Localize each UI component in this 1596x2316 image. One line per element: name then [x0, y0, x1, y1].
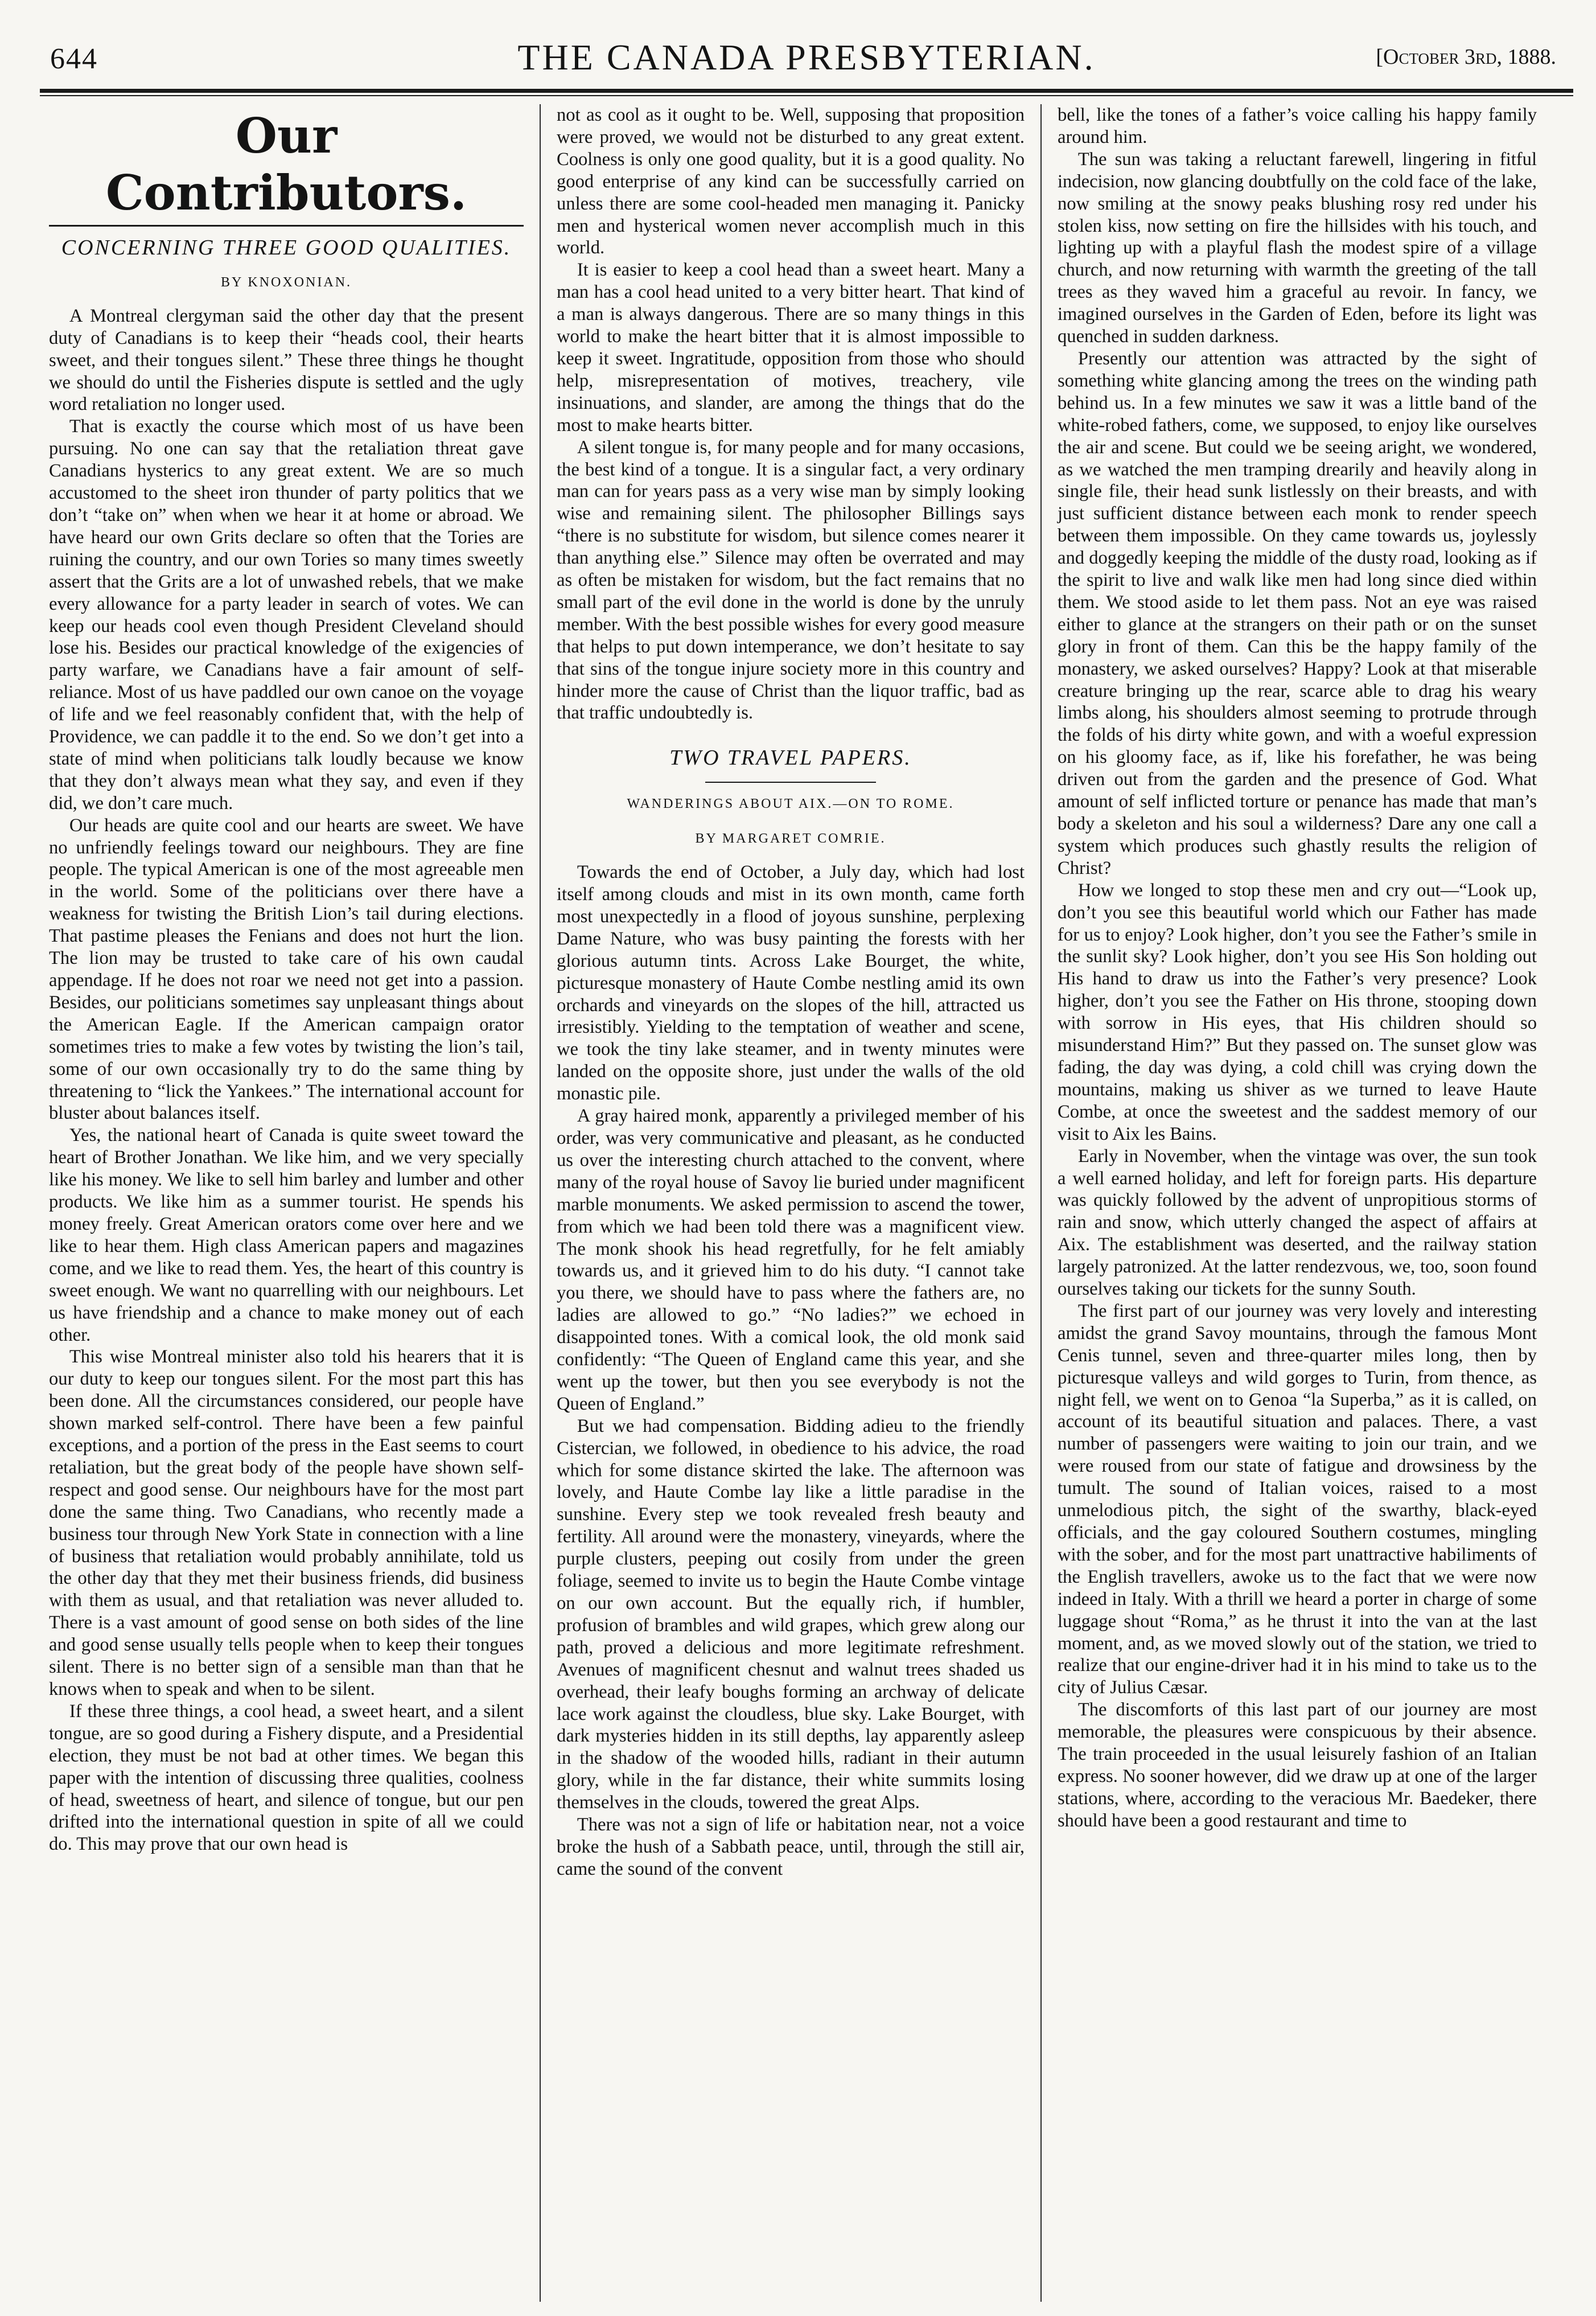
- article-byline-knoxonian: BY KNOXONIAN.: [220, 274, 352, 290]
- section-heading: Our Contributors.: [105, 108, 467, 221]
- masthead-rule-thin: [40, 95, 1573, 96]
- article-paragraph: The sun was taking a reluctant farewell, lingering in fitful indecision, now glancing doubtfully on the cold face of the lake, now smiling at the snowy peaks blushing rosy red under his stolen kiss, now setting on fire the hillsides with his touch, and lighting up with a playful flash the modest spire of a village church, and now returning with warmth the greeting of the tall trees as they waved him a graceful au revoir. In fancy, we imagined ourselves in the Garden of Eden, before its light was quenched in sudden darkness.: [1058, 149, 1537, 347]
- article-paragraph: It is easier to keep a cool head than a sweet heart. Many a man has a cool head united to a very bitter heart. That kind of a man is always dangerous. There are so many things in this world to make the heart bitter that it is almost impossible to keep it sweet. Ingratitude, opposition from those who should help, misrepresentation of motives, treachery, vile insinuations, and slander, are among the things that do the most to make hearts bitter.: [557, 260, 1025, 436]
- article-paragraph: A Montreal clergyman said the other day that the present duty of Canadians is to keep their “heads cool, their hearts sweet, and their tongues silent.” These three things he thought we should do until the Fisheries dispute is settled and the ugly word retaliation no longer used.: [49, 305, 524, 415]
- article-paragraph: Our heads are quite cool and our hearts are sweet. We have no unfriendly feelings toward our neighbours. They are fine people. The typical American is one of the most agreeable men in the world. Some of the politicians over there have a weakness for twisting the British Lion’s tail during elections. That pastime pleases the Fenians and does not hurt the lion. The lion may be trusted to take care of his own caudal appendage. If he does not roar we need not get into a passion. Besides, our politicians sometimes say unpleasant things about the American Eagle. If the American campaign orator sometimes tries to make a few votes by twisting the lion’s tail, some of our own occasionally try to do the same thing by threatening to “lick the Yankees.” The international account for bluster about balances itself.: [49, 815, 524, 1124]
- article-paragraph: This wise Montreal minister also told his hearers that it is our duty to keep our tongues silent. For the most part this has been done. All the circumstances considered, our people have shown marked self-control. There have been a few painful exceptions, and a portion of the press in the East seems to court retaliation, but the great body of the people have shown self-respect and good sense. Our neighbours have for the most part done the same thing. Two Canadians, who recently made a business tour through New York State in connection with a line of business that retaliation would probably annihilate, told us the other day that they met their business friends, did business with them as usual, and that retaliation was never alluded to. There is a vast amount of good sense on both sides of the line and good sense usually tells people when to keep their tongues silent. There is no better sign of a sensible man than that he knows when to speak and when to be silent.: [49, 1346, 524, 1699]
- article-paragraph: The first part of our journey was very lovely and interesting amidst the grand Savoy mountains, through the famous Mont Cenis tunnel, seven and three-quarter miles long, then by picturesque valleys and wild gorges to Turin, from thence, as night fell, we went on to Genoa “la Superba,” as it is called, on account of its beautiful situation and palaces. There, a vast number of passengers were waiting to join our train, and we were roused from our state of fatigue and drowsiness by the tumult. The sound of Italian voices, raised to a most unmelodious pitch, the sight of the swarthy, black-eyed officials, and the gay coloured Southern costumes, mingling with the sober, and for the most part unattractive habiliments of the English travellers, awoke us to the fact that we were now indeed in Italy. With a thrill we heard a porter in charge of some luggage shout “Roma,” as he thrust it into the van at the last moment, and, as we moved slowly out of the station, we tried to realize that our engine-driver had it in his mind to take us to the city of Julius Cæsar.: [1058, 1300, 1537, 1698]
- article-paragraph: A silent tongue is, for many people and for many occasions, the best kind of a tongue. It is a singular fact, a very ordinary man can for years pass as a very wise man by simply looking wise and remaining silent. The philosopher Billings says “there is no substitute for wisdom, but silence comes nearer it than anything else.” Silence may often be overrated and may as often be mistaken for wisdom, but the fact remains that no small part of the evil done in the world is done by the unruly member. With the best possible wishes for every good measure that helps to put down intemperance, we don’t hesitate to say that sins of the tongue injure society more in this country and hinder more the cause of Christ than the liquor traffic, bad as that traffic undoubtedly is.: [557, 437, 1025, 724]
- article-paragraph-continued: not as cool as it ought to be. Well, supposing that proposition were proved, we would not be disturbed to any great extent. Coolness is only one good quality, but it is a good quality. No good enterprise of any kind can be successfully carried on unless there are some cool-headed men managing it. Panicky men and hysterical women never accomplish much in this world.: [557, 105, 1025, 258]
- article-paragraph: But we had compensation. Bidding adieu to the friendly Cistercian, we followed, in obedience to his advice, the road which for some distance skirted the lake. The afternoon was lovely, and Haute Combe lay like a little paradise in the sunshine. Every step we took revealed fresh beauty and fertility. All around were the monastery, vineyards, where the purple clusters, peeping out cosily from under the green foliage, seemed to invite us to begin the Haute Combe vintage on our own account. But the equally rich, if humbler, profusion of brambles and wild grapes, which grew along our path, proved a delicious and more legitimate refreshment. Avenues of magnificent chesnut and walnut trees shaded us overhead, their leafy boughs forming an archway of delicate lace work against the cloudless, blue sky. Lake Bourget, with dark mysteries hidden in its still depths, lay apparently asleep in the shadow of the wooded hills, radiant in their autumn glory, while in the far distance, their white summits losing themselves in the clouds, towered the great Alps.: [557, 1415, 1025, 1813]
- article-paragraph: There was not a sign of life or habitation near, not a voice broke the hush of a Sabbath peace, until, through the still air, came the sound of the convent: [557, 1814, 1025, 1879]
- article-title-rule: [705, 782, 876, 783]
- article-paragraph: Yes, the national heart of Canada is quite sweet toward the heart of Brother Jonathan. We like him, and we very specially like his money. We like to sell him barley and lumber and other products. We like him as a summer tourist. He spends his money freely. Great American orators come over here and we like to hear them. High class American papers and magazines come, and we like to read them. Yes, the heart of this country is sweet enough. We want no quarrelling with our neighbours. Let us have friendship and a chance to make money out of each other.: [49, 1125, 524, 1345]
- masthead-rule-thick: [40, 89, 1573, 93]
- column-1: [40, 104, 541, 2302]
- article-title-three-qualities: CONCERNING THREE GOOD QUALITIES.: [61, 236, 512, 260]
- article-paragraph: Towards the end of October, a July day, which had lost itself among clouds and mist in its own month, came forth most unexpectedly in a flood of joyous sunshine, perplexing Dame Nature, who was busy painting the forests with her glorious autumn tints. Across Lake Bourget, the white, picturesque monastery of Haute Combe nestling amid its own orchards and vineyards on the slopes of the hill, attracted us irresistibly. Yielding to the temptation of weather and scene, we took the tiny lake steamer, and in twenty minutes were landed on the opposite shore, just under the walls of the old monastic pile.: [557, 862, 1025, 1104]
- article-paragraph: That is exactly the course which most of us have been pursuing. No one can say that the retaliation threat gave Canadians hysterics to any great extent. We are so much accustomed to the sheet iron thunder of party politics that we don’t “take on” when when we hear it at home or abroad. We have heard our own Grits declare so often that the Tories are ruining the country, and our own Tories so many times sweetly assert that the Grits are a lot of unwashed rebels, that we make every allowance for a party leader in search of votes. We can keep our heads cool even though President Cleveland should lose his. Besides our practical knowledge of the exigencies of party warfare, we Canadians have a fair amount of self-reliance. Most of us have paddled our own canoe on the voyage of life and we feel reasonably confident that, with the help of Providence, we can paddle it to the end. So we don’t get into a state of mind when politicians talk loudly because we know that they don’t always mean what they say, and even if they did, we don’t care much.: [49, 416, 524, 814]
- article-paragraph: How we longed to stop these men and cry out—“Look up, don’t you see this beautiful world which our Father has made for us to enjoy? Look higher, don’t you see the Father’s smile in the sunlit sky? Look higher, don’t you see His Son holding out His hand to draw us into the Father’s very presence? Look higher, don’t you see the Father on His throne, stooping down with sorrow in His eyes, that His children should so misunderstand Him?” But they passed on. The sunset glow was fading, the day was dying, a cold chill was crying down the mountains, making us shiver as we turned to leave Haute Combe, at once the sweetest and the saddest memory of our visit to Aix les Bains.: [1058, 880, 1537, 1144]
- issue-date: [October 3rd, 1888.: [1376, 45, 1556, 69]
- section-heading-rule: [49, 225, 524, 227]
- masthead: [40, 20, 1573, 89]
- article-paragraph: Early in November, when the vintage was over, the sun took a well earned holiday, and left for foreign parts. His departure was quickly followed by the advent of unpropitious storms of rain and snow, which utterly changed the aspect of affairs at Aix. The establishment was deserted, and the railway station largely patronized. At the latter rendezvous, we, too, soon found ourselves taking our tickets for the sunny South.: [1058, 1145, 1537, 1300]
- article-subtitle: WANDERINGS ABOUT AIX.—ON TO ROME.: [627, 796, 955, 812]
- article-paragraph: Presently our attention was attracted by the sight of something white glancing among the trees on the winding path behind us. In a few minutes we saw it was a little band of the white-robed fathers, come, we supposed, to enjoy like ourselves the air and scene. But could we be seeing aright, we wondered, as we watched the men tramping drearily and heavily along in single file, their head sunk listlessly on their breasts, and with just sufficient distance between each monk to render speech between them impossible. On they came towards us, joylessly and doggedly keeping the middle of the dusty road, looking as if the spirit to live and walk like men had long since died within them. We stood aside to let them pass. Not an eye was raised either to glance at the strangers on their path or on the sunset glory in front of them. Can this be the happy family of the monastery, we asked ourselves? Happy? Look at that miserable creature bringing up the rear, scarce able to drag his weary limbs along, his shoulders almost seeming to protrude through the folds of his dirty white gown, and with a woeful expression on his gloomy face, as if, like his forefather, he was being driven out from the garden and the presence of God. What amount of self inflicted torture or penance has made that man’s body a skeleton and his soul a wilderness? Dare any one call a system which produces such ghastly results the religion of Christ?: [1058, 348, 1537, 878]
- article-paragraph: A gray haired monk, apparently a privileged member of his order, was very communicative and pleasant, as he conducted us over the interesting church attached to the convent, where many of the royal house of Savoy lie buried under magnificent marble monuments. We asked permission to ascend the tower, from which we had been told there was a magnificent view. The monk shook his head regretfully, for he felt amiably towards us, and it grieved him to do his duty. “I cannot take you there, we should have to pass where the fathers are, no ladies are allowed to go.” “No ladies?” we echoed in disappointed tones. With a comical look, the old monk said confidently: “The Queen of England came this year, and she went up the tower, but then you see everybody is not the Queen of England.”: [557, 1106, 1025, 1414]
- column-2: [541, 104, 1042, 2302]
- newspaper-title: THE CANADA PRESBYTERIAN.: [517, 37, 1096, 77]
- page-number: 644: [50, 43, 98, 75]
- article-paragraph: If these three things, a cool head, a sweet heart, and a silent tongue, are so good during a Fishery dispute, and a Presidential election, they must be not bad at other times. We began this paper with the intention of discussing three qualities, coolness of head, sweetness of heart, and silence of tongue, but our pen drifted into the international question in spite of all we could do. This may prove that our own head is: [49, 1701, 524, 1855]
- column-3: [1042, 104, 1542, 2302]
- article-title-travel-papers: TWO TRAVEL PAPERS.: [669, 746, 912, 770]
- article-paragraph-continued: bell, like the tones of a father’s voice calling his happy family around him.: [1058, 105, 1537, 147]
- page-columns: [40, 104, 1573, 2302]
- article-paragraph: The discomforts of this last part of our journey are most memorable, the pleasures were conspicuous by their absence. The train proceeded in the usual leisurely fashion of an Italian express. No sooner however, did we draw up at one of the larger stations, where, according to the veracious Mr. Baedeker, there should have been a good restaurant and time to: [1058, 1699, 1537, 1831]
- article-byline-comrie: BY MARGARET COMRIE.: [695, 831, 886, 847]
